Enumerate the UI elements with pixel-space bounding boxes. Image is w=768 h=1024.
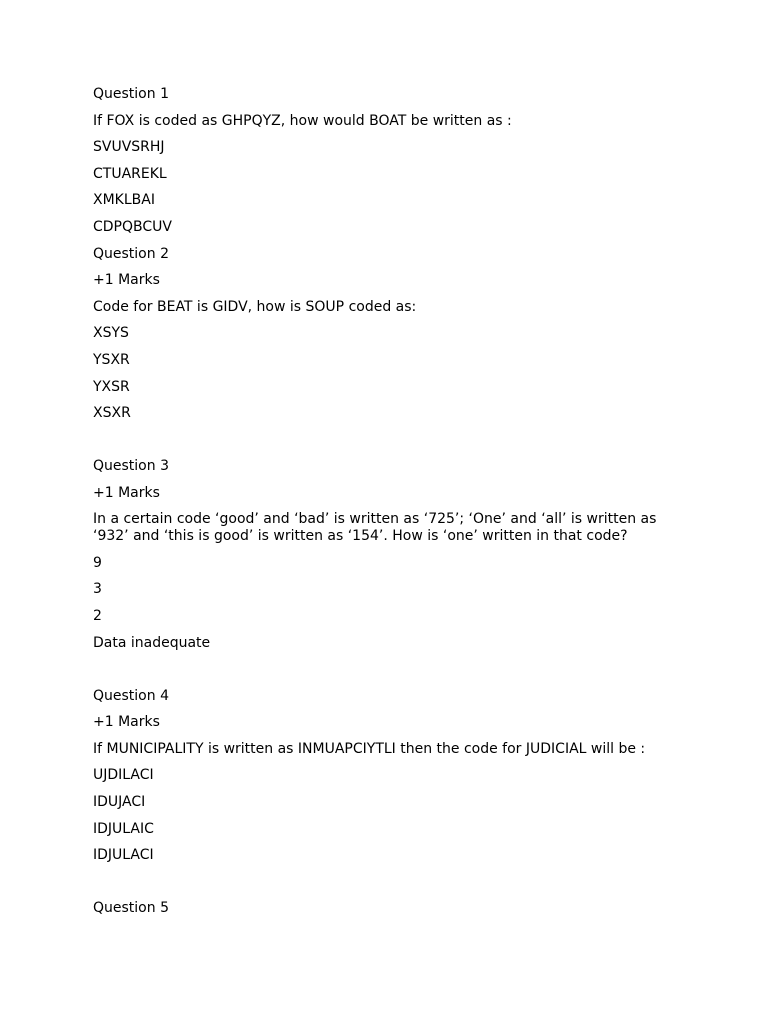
blank-line bbox=[93, 874, 683, 900]
question-4-marks: +1 Marks bbox=[93, 714, 160, 731]
question-1-option-1: SVUVSRHJ bbox=[93, 139, 165, 156]
question-4-option-3: IDJULAIC bbox=[93, 820, 154, 837]
question-3-option-3: 2 bbox=[93, 608, 102, 625]
blank-line bbox=[93, 661, 683, 687]
document-page bbox=[93, 86, 683, 927]
question-3-marks: +1 Marks bbox=[93, 484, 160, 501]
blank-line bbox=[93, 432, 683, 458]
question-4-heading: Question 4 bbox=[93, 687, 169, 704]
question-2-marks: +1 Marks bbox=[93, 272, 160, 289]
question-4-option-2: IDUJACI bbox=[93, 794, 146, 811]
question-2-option-3: YXSR bbox=[93, 378, 130, 395]
question-1-option-4: CDPQBCUV bbox=[93, 218, 172, 235]
question-3-text: In a certain code ‘good’ and ‘bad’ is written as ‘725’; ‘One’ and ‘all’ is written as ‘932’ and ‘this is good’ is written as ‘154’. How is ‘one’ written in that code? bbox=[93, 511, 657, 545]
question-1-text: If FOX is coded as GHPQYZ, how would BOAT be written as : bbox=[93, 112, 512, 129]
question-1-option-3: XMKLBAI bbox=[93, 192, 155, 209]
question-4-option-1: UJDILACI bbox=[93, 767, 154, 784]
question-1-heading: Question 1 bbox=[93, 86, 169, 102]
question-3-heading: Question 3 bbox=[93, 458, 169, 475]
question-1-option-2: CTUAREKL bbox=[93, 165, 167, 182]
question-3-option-4: Data inadequate bbox=[93, 634, 211, 651]
question-2-option-1: XSYS bbox=[93, 325, 129, 342]
question-2-option-4: XSXR bbox=[93, 405, 131, 422]
question-2-heading: Question 2 bbox=[93, 245, 169, 262]
question-2-text: Code for BEAT is GIDV, how is SOUP coded as: bbox=[93, 298, 417, 315]
question-4-option-4: IDJULACI bbox=[93, 847, 154, 864]
question-4-text: If MUNICIPALITY is written as INMUAPCIYTLI then the code for JUDICIAL will be : bbox=[93, 740, 646, 757]
question-5-heading: Question 5 bbox=[93, 900, 169, 917]
question-2-option-2: YSXR bbox=[93, 351, 130, 368]
question-3-option-2: 3 bbox=[93, 581, 102, 598]
question-3-option-1: 9 bbox=[93, 554, 102, 571]
